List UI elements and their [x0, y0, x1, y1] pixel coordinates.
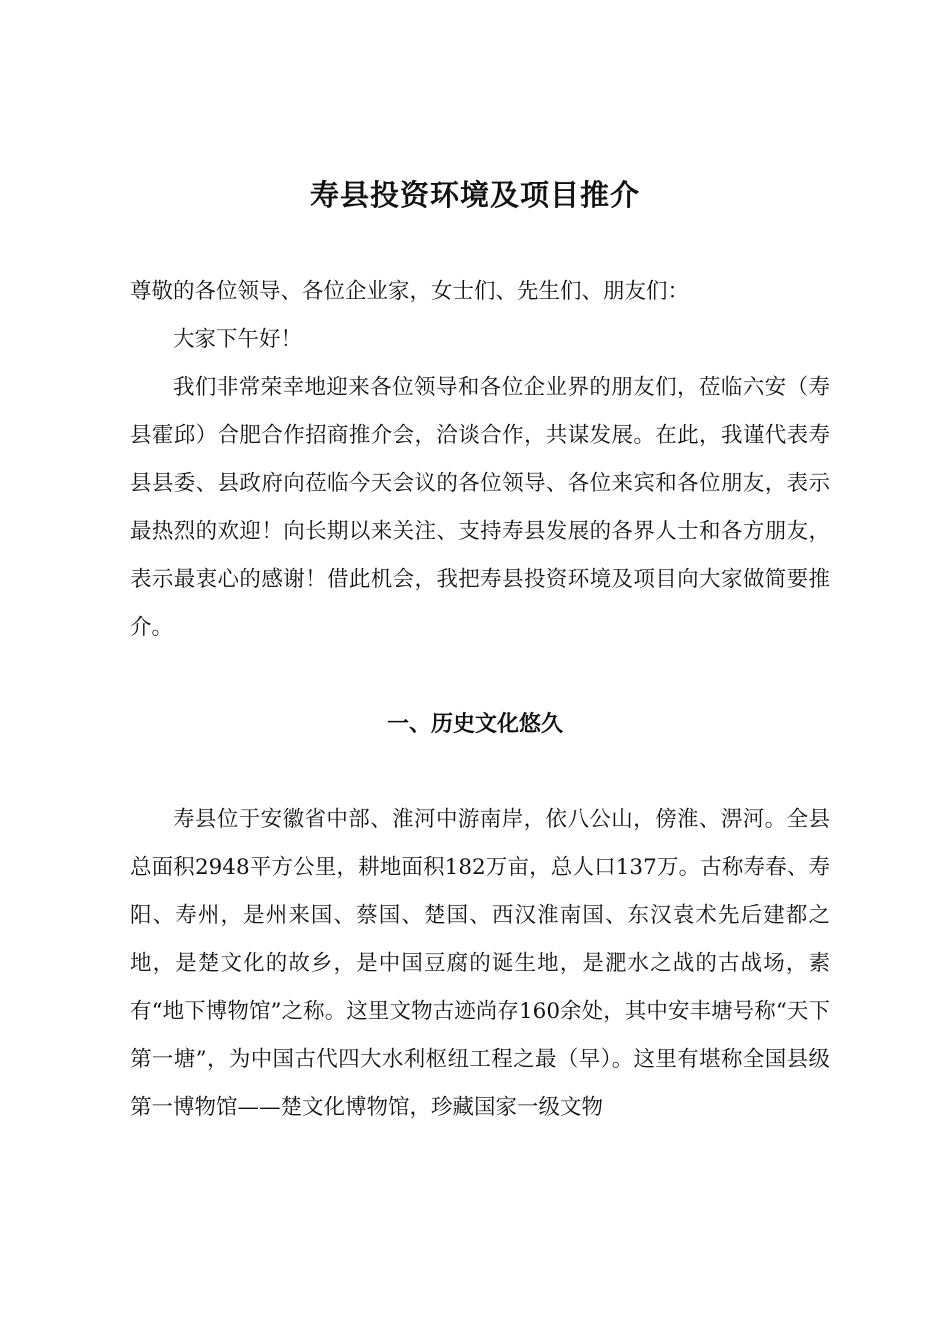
section-heading: 一、历史文化悠久: [386, 712, 563, 737]
section1-paragraph: 寿县位于安徽省中部、淮河中游南岸，依八公山，傍淮、淠河。全县总面积2948平方公里，耕地面积182万亩，总人口137万。古称寿春、寿阳、寿州，是州来国、蔡国、楚国、西汉淮南国、东汉袁术先后建都之地，是楚文化的故乡，是中国豆腐的诞生地，是淝水之战的古战场，素有“地下博物馆”之称。这里文物古迹尚存160余处，其中安丰塘号称“天下第一塘”，为中国古代四大水利枢纽工程之最（早）。这里有堪称全国县级第一博物馆——楚文化博物馆，珍藏国家一级文物: [130, 807, 830, 1120]
greeting-text: 大家下午好！: [173, 327, 303, 352]
intro-paragraph: 我们非常荣幸地迎来各位领导和各位企业界的朋友们，莅临六安（寿县霍邱）合肥合作招商推介会，洽谈合作，共谋发展。在此，我谨代表寿县县委、县政府向莅临今天会议的各位领导、各位来宾和各位朋友，表示最热烈的欢迎！向长期以来关注、支持寿县发展的各界人士和各方朋友，表示最衷心的感谢！借此机会，我把寿县投资环境及项目向大家做简要推介。: [130, 375, 830, 640]
salutation-text: 尊敬的各位领导、各位企业家，女士们、先生们、朋友们：: [130, 279, 690, 304]
section1-paragraph-block: [130, 796, 830, 1132]
greeting-line: [130, 316, 830, 364]
document-title: 寿县投资环境及项目推介: [309, 178, 640, 212]
salutation-line: [130, 268, 830, 316]
intro-paragraph-block: [130, 364, 830, 652]
